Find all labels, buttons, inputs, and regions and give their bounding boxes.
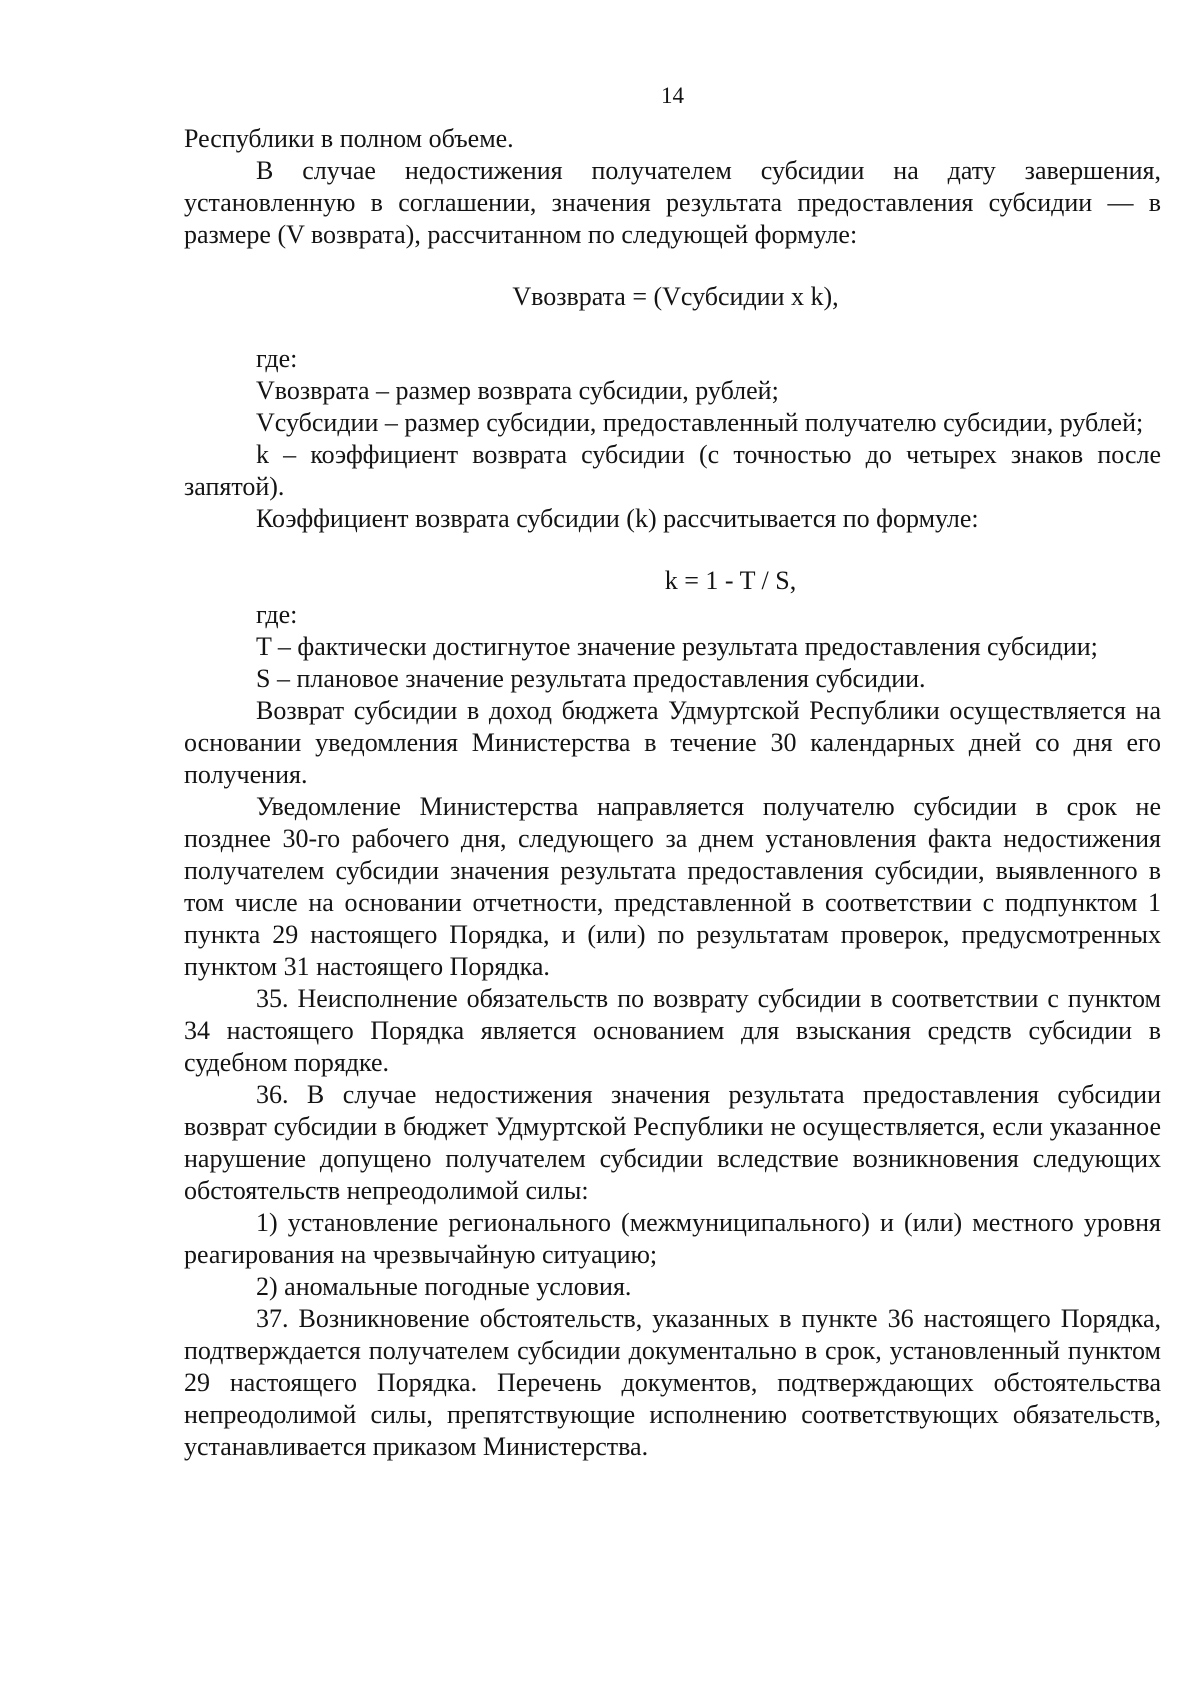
paragraph-notification: Уведомление Министерства направляется получателю субсидии в срок не позднее 30-го рабочего дня, следующего за днем установления факта недостижения получателем субсидии значения результата предоставления субсидии, выявленного в том числе на основании отчетности, представленной в соответствии с подпунктом 1 пункта 29 настоящего Порядка, и (или) по результатам проверок, предусмотренных пунктом 31 настоящего Порядка. <box>184 792 1161 981</box>
definition-k: k – коэффициент возврата субсидии (с точностью до четырех знаков после запятой). <box>184 440 1161 501</box>
document-body <box>184 123 1161 1463</box>
formula-coefficient: k = 1 - T / S, <box>664 566 797 595</box>
list-item-2: 2) аномальные погодные условия. <box>256 1272 632 1301</box>
paragraph-return-budget: Возврат субсидии в доход бюджета Удмуртской Республики осуществляется на основании уведомления Министерства в течение 30 календарных дней со дня его получения. <box>184 696 1161 789</box>
where-label: где: <box>256 600 298 629</box>
paragraph-item-35: 35. Неисполнение обязательств по возврату субсидии в соответствии с пунктом 34 настоящего Порядка является основанием для взыскания средств субсидии в судебном порядке. <box>184 984 1161 1077</box>
list-item-1: 1) установление регионального (межмуниципального) и (или) местного уровня реагирования на чрезвычайную ситуацию; <box>184 1208 1161 1269</box>
paragraph-return-case: В случае недостижения получателем субсидии на дату завершения, установленную в соглашении, значения результата предоставления субсидии — в размере (V возврата), рассчитанном по следующей формуле: <box>184 156 1161 249</box>
definition-t: T – фактически достигнутое значение результата предоставления субсидии; <box>256 632 1098 661</box>
paragraph-item-37: 37. Возникновение обстоятельств, указанных в пункте 36 настоящего Порядка, подтверждается получателем субсидии документально в срок, установленный пунктом 29 настоящего Порядка. Перечень документов, подтверждающих обстоятельства непреодолимой силы, препятствующие исполнению соответствующих обязательств, устанавливается приказом Министерства. <box>184 1304 1161 1461</box>
paragraph-item-36: 36. В случае недостижения значения результата предоставления субсидии возврат субсидии в бюджет Удмуртской Республики не осуществляется, если указанное нарушение допущено получателем субсидии вследствие возникновения следующих обстоятельств непреодолимой силы: <box>184 1080 1161 1205</box>
definition-s: S – плановое значение результата предоставления субсидии. <box>256 664 926 693</box>
formula-return-amount: Vвозврата = (Vсубсидии x k), <box>512 282 839 311</box>
document-page <box>184 0 1161 1697</box>
page-number: 14 <box>661 83 684 108</box>
definition-v-return: Vвозврата – размер возврата субсидии, рублей; <box>256 376 779 405</box>
where-label: где: <box>256 344 298 373</box>
definition-v-subsidy: Vсубсидии – размер субсидии, предоставленный получателю субсидии, рублей; <box>256 408 1144 437</box>
paragraph-continuation: Республики в полном объеме. <box>184 124 514 153</box>
paragraph-coefficient: Коэффициент возврата субсидии (k) рассчитывается по формуле: <box>256 504 979 533</box>
